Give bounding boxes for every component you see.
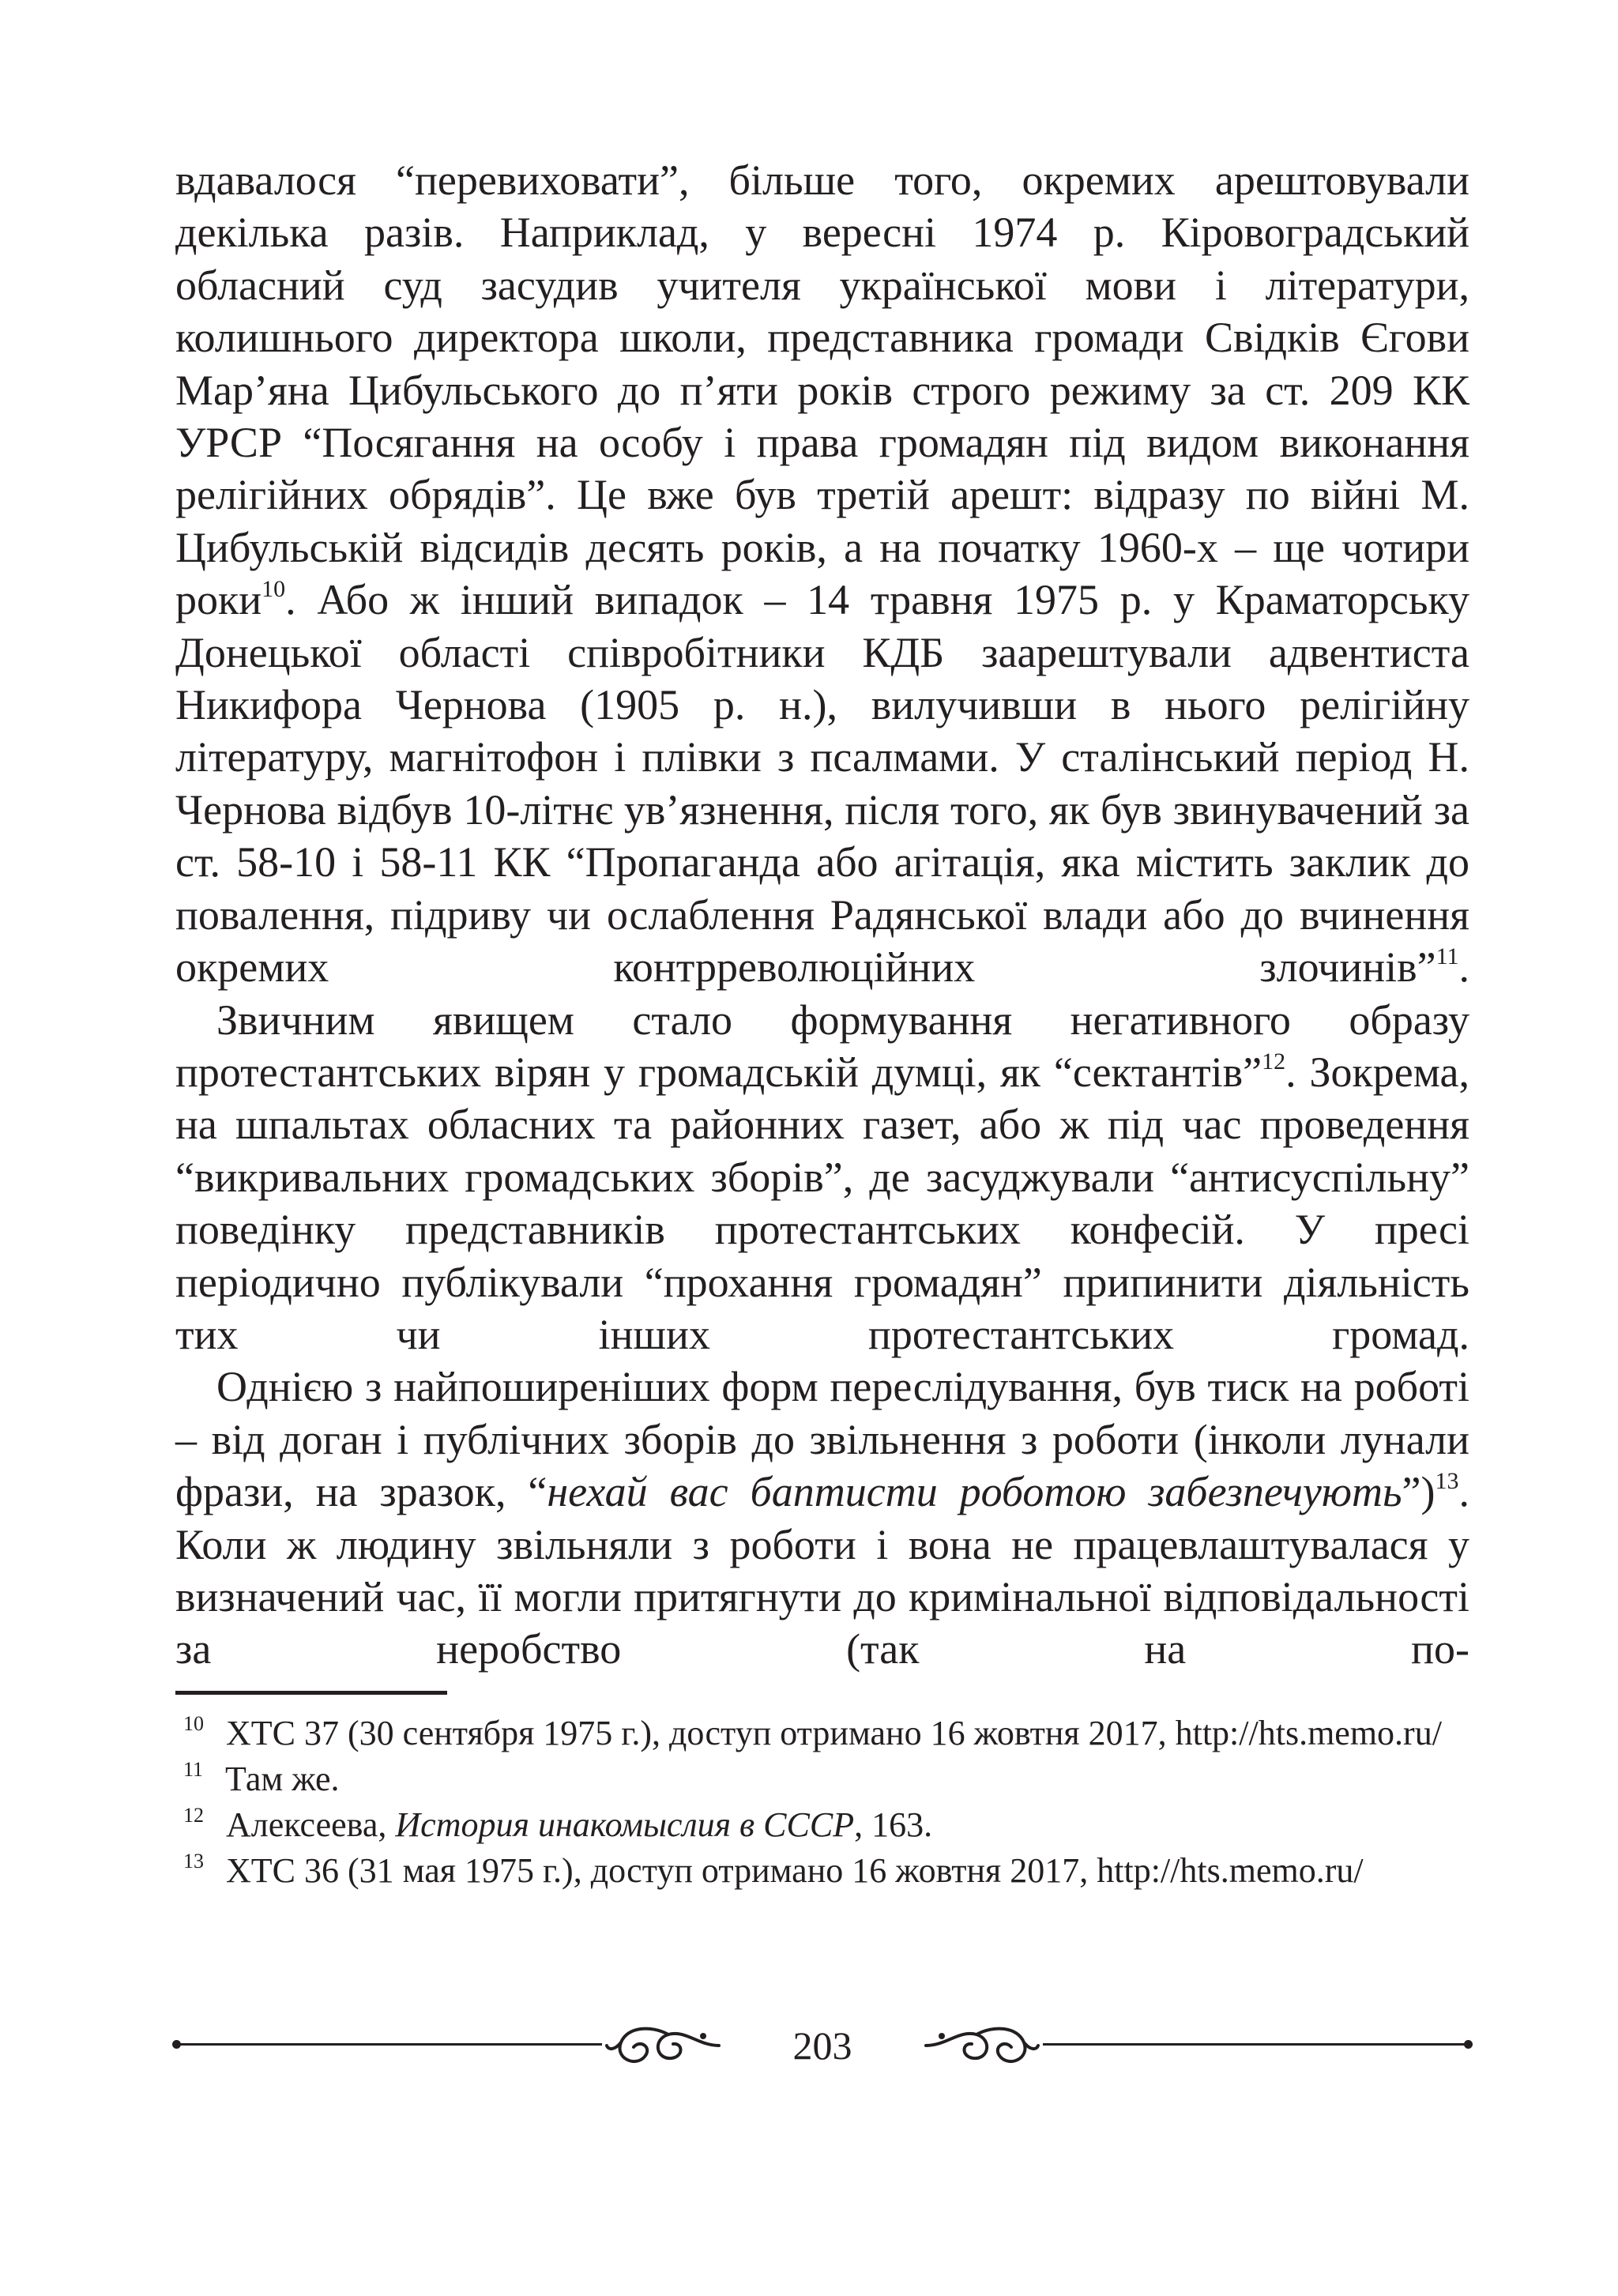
footer-dot-right	[1464, 2040, 1473, 2049]
footnote-11	[175, 1756, 1469, 1802]
page-footer	[175, 2019, 1469, 2074]
footnote-number: 13	[183, 1850, 204, 1873]
paragraph-3-quote: нехай вас баптисти роботою забезпечують	[547, 1468, 1402, 1516]
paragraph-1-text-b: . Або ж інший випадок – 14 травня 1975 р. у Краматорську Донецької області співробітники КДБ заарештували адвентиста Никифора Чернова (1905 р. н.), вилучивши в нього релігійну літературу, магнітофон і плівки з псалмами. У сталінський період Н. Чернова відбув 10-літнє ув’язнення, після того, як був звинувачений за ст. 58-10 і 58-11 КК “Пропаганда або агітація, яка містить заклик до повалення, підриву чи ослаблення Радянської влади або до вчинення окремих контрреволюційних злочинів”	[175, 576, 1469, 992]
footnote-text: ХТС 37 (30 сентября 1975 г.), доступ отримано 16 жовтня 2017, http://hts.memo.ru/	[226, 1714, 1442, 1752]
footnote-ref-12[interactable]: 12	[1262, 1048, 1286, 1075]
footnote-text: ХТС 36 (31 мая 1975 г.), доступ отримано 16 жовтня 2017, http://hts.memo.ru/	[226, 1851, 1364, 1890]
footnote-text: Там же.	[225, 1760, 340, 1798]
paragraph-1-text-a: вдавалося “перевиховати”, більше того, окремих арештовували декілька разів. Наприклад, у вересні 1974 р. Кіровоградський обласний суд засудив учителя української мови і літератури, колишнього директора школи, представника громади Свідків Єгови Мар’яна Цибульського до п’яти років строго режиму за ст. 209 КК УРСР “Посягання на особу і права громадян під видом виконання релігійних обрядів”. Це вже був третій арешт: відразу по війні М. Цибульській відсидів десять років, а на початку 1960-х – ще чотири роки	[175, 156, 1469, 624]
footnote-number: 10	[183, 1712, 204, 1735]
paragraph-3	[175, 1361, 1469, 1675]
footnote-text: , 163.	[854, 1805, 933, 1844]
footnote-number: 11	[183, 1758, 204, 1781]
footnotes	[175, 1711, 1469, 1894]
paragraph-1	[175, 154, 1469, 994]
paragraph-2-text-b: . Зокрема, на шпальтах обласних та районних газет, або ж під час проведення “викривальних громадських зборів”, де засуджували “антисуспільну” поведінку представників протестантських конфесій. У пресі періодично публікували “прохання громадян” припинити діяльність тих чи інших протестантських громад.	[175, 1048, 1469, 1358]
paragraph-2	[175, 994, 1469, 1361]
footnote-text: Алексеева,	[226, 1805, 396, 1844]
footnote-separator	[175, 1691, 447, 1695]
main-text	[175, 154, 1469, 1676]
page-number: 203	[792, 2023, 852, 2068]
paragraph-1-text-c: .	[1458, 943, 1469, 992]
footnote-ref-10[interactable]: 10	[262, 576, 286, 603]
footnote-13	[175, 1848, 1469, 1894]
footnote-book-title: История инакомыслия в СССР	[395, 1805, 855, 1844]
footer-rule-right	[1043, 2043, 1469, 2046]
paragraph-2-text-a: Звичним явищем стало формування негативного образу протестантських вірян у громадській думці, як “сектантів”	[175, 996, 1469, 1096]
footnote-number: 12	[183, 1804, 204, 1827]
footnote-ref-13[interactable]: 13	[1435, 1468, 1459, 1495]
flourish-right-icon	[923, 2019, 1041, 2071]
paragraph-3-text-c: . Коли ж людину звільняли з роботи і вона не працевлаштувалася у визначений час, її могли притягнути до кримінальної відповідальності за неробство (так на по-	[175, 1468, 1469, 1673]
footnote-ref-11[interactable]: 11	[1436, 943, 1459, 970]
footnote-10	[175, 1711, 1469, 1756]
paragraph-3-text-b: ”)	[1402, 1468, 1436, 1516]
footnote-12	[175, 1802, 1469, 1848]
paragraph-3-text-a: Однією з найпоширеніших форм переслідування, був тиск на роботі – від доган і публічних зборів до звільнення з роботи (інколи лунали фрази, на зразок, “	[175, 1363, 1469, 1516]
